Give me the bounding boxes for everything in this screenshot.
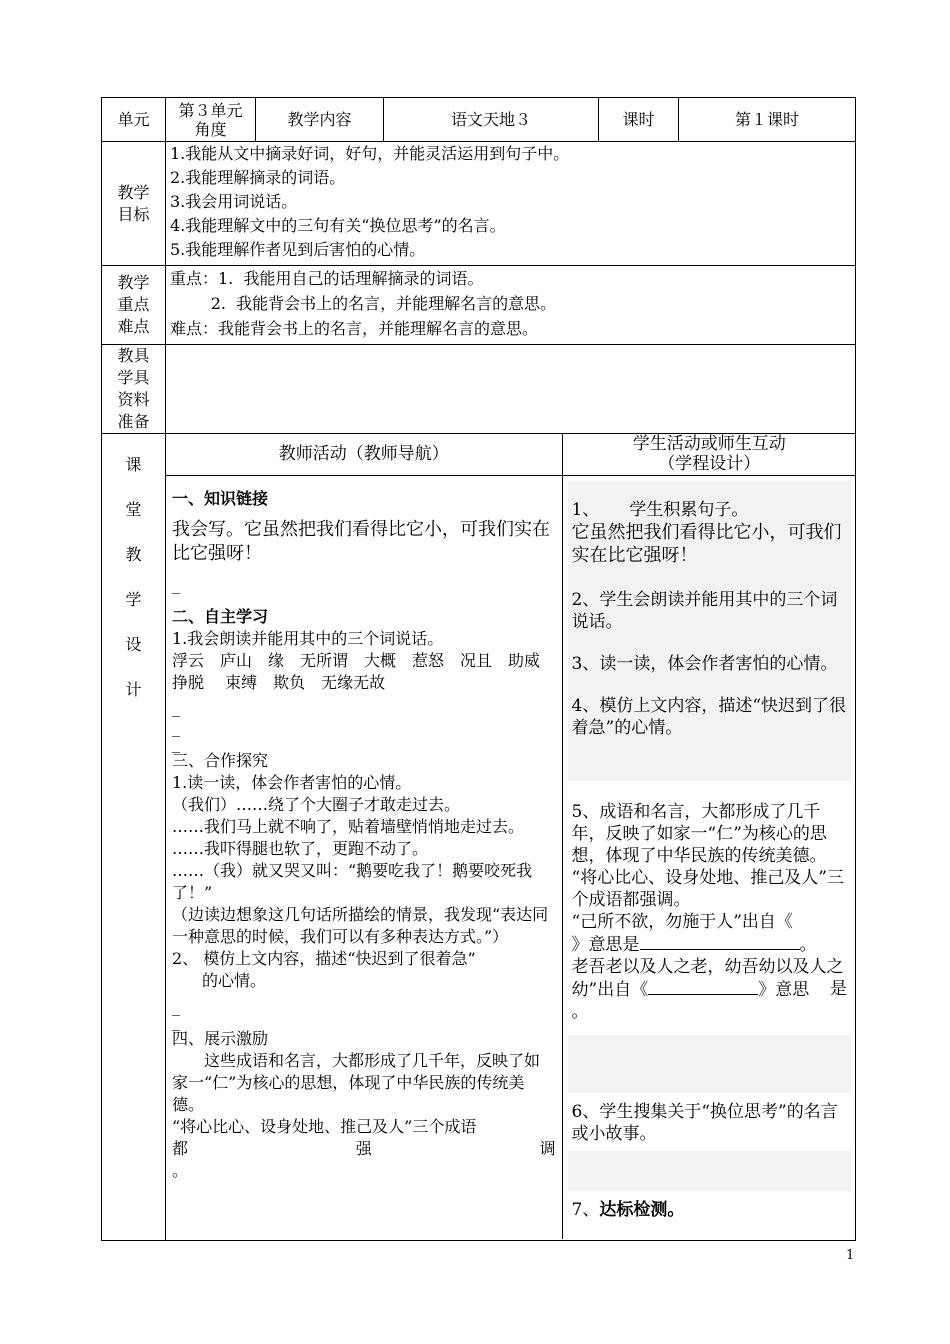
s3-item2: 2、 模仿上文内容，描述“快迟到了很着急”: [172, 948, 476, 968]
student-header-line: （学程设计）: [658, 454, 761, 475]
goal-item: 1.我能从文中摘录好词，好句，并能灵活运用到句子中。: [170, 144, 570, 163]
s4-text2-spread: [172, 1138, 556, 1160]
goals-list: [166, 142, 856, 266]
s3-note: （边读边想象这几句话所描绘的情景，我发现“表达同一种意思的时候，我们可以有多种表达方式。”）: [172, 904, 549, 946]
student-item-5d: [572, 956, 848, 1001]
student-block-1: [568, 481, 852, 781]
spread-char: 都: [172, 1138, 189, 1158]
s3-quote: ……我们马上就不响了，贴着墙壁悄悄地走过去。: [172, 816, 525, 836]
item-title: 达标检测。: [599, 1199, 685, 1220]
s2-item: 1.我会朗读并能用其中的三个词说话。: [172, 628, 444, 648]
student-block-2: [568, 801, 852, 1023]
blank-line: _: [172, 996, 180, 1016]
side-label-char: 学: [125, 590, 142, 609]
item-title: 学生积累句子。: [629, 499, 749, 520]
unit-value: [166, 98, 256, 142]
student-item-4: 4、模仿上文内容，描述“快迟到了很着急”的心情。: [571, 695, 847, 738]
student-item-2: 2、学生会朗读并能用其中的三个词说话。: [571, 589, 838, 632]
fill-blank[interactable]: [648, 978, 758, 995]
design-inner-table: [166, 434, 856, 1239]
s4-text: 这些成语和名言，大都形成了几千年，反映了如家一“仁”为核心的思想，体现了中华民族的传统美德。: [172, 1050, 541, 1114]
student-item-5c: [572, 911, 848, 956]
text-part: 》意思: [758, 979, 810, 1000]
s3-item: 1.读一读，体会作者害怕的心情。: [172, 772, 412, 792]
student-item-5b: “将心比心、设身处地、推己及人”三个成语都强调。: [571, 867, 844, 910]
teacher-activity: [166, 475, 562, 1239]
content-value: 语文天地３: [384, 98, 599, 142]
text-part: 老吾老以及人之老，幼吾幼以及人之幼”出自《: [571, 956, 844, 1000]
s3-quote: ……我吓得腿也软了，更跑不动了。: [172, 838, 429, 858]
s2-title: 二、自主学习: [172, 606, 269, 626]
materials-value: [166, 345, 856, 434]
fill-blank[interactable]: [640, 933, 800, 950]
side-label-char: 教: [125, 545, 142, 564]
key-point-line: 2. 我能背会书上的名言，并能理解名言的意思。: [170, 294, 557, 313]
key-points-row: [102, 266, 856, 345]
page-number: 1: [846, 1248, 855, 1263]
text-part: 。: [799, 934, 817, 955]
text-part: “己所不欲，勿施于人”出自《: [571, 911, 793, 932]
unit-value-line: 角度: [194, 119, 227, 139]
side-label-char: 计: [125, 680, 142, 699]
unit-label: 单元: [102, 98, 166, 142]
student-activity: [562, 475, 856, 1239]
goals-label: 教学 目标: [102, 142, 166, 266]
design-row: [102, 434, 856, 1241]
content-label: 教学内容: [256, 98, 384, 142]
goal-item: 5.我能理解作者见到后害怕的心情。: [170, 240, 426, 259]
design-content: [166, 434, 856, 1241]
student-item-5d-end: 。: [571, 1001, 589, 1022]
blank-line: _: [172, 1011, 180, 1031]
text-part: 》意思是: [571, 934, 640, 955]
header-row: [102, 98, 856, 142]
side-label-char: 设: [125, 635, 142, 654]
spread-char: 强: [355, 1138, 372, 1158]
s3-title: 三、合作探究: [172, 750, 269, 770]
side-label-char: 课: [125, 455, 142, 474]
goal-item: 2.我能理解摘录的词语。: [170, 168, 346, 187]
goal-item: 3.我会用词说话。: [170, 192, 298, 211]
lesson-plan-table: [101, 97, 856, 1241]
design-side-label: [102, 434, 166, 1241]
key-point-line: 重点：1. 我能用自己的话理解摘录的词语。: [170, 269, 484, 288]
student-item-5: 5、成语和名言，大都形成了几千年，反映了如家一“仁”为核心的思想，体现了中华民族的传统美德。: [571, 801, 827, 866]
s2-words: 浮云 庐山 缘 无所谓 大概 惹怒 况且 助威 挣脱 束缚 欺负 无缘无故: [172, 650, 557, 692]
text-part: 是: [830, 978, 847, 999]
side-label-char: 堂: [125, 500, 142, 519]
student-item-1: [572, 481, 848, 521]
s1-title: 一、知识链接: [172, 488, 269, 508]
s1-text: 我会写。它虽然把我们看得比它小，可我们实在比它强呀！: [172, 518, 550, 564]
blank-line: _: [172, 717, 180, 737]
s3-quote: （我们）……绕了个大圈子才敢走过去。: [172, 794, 461, 814]
spread-char: 调: [539, 1138, 556, 1158]
hours-label: 课时: [599, 98, 679, 142]
unit-value-line: 第３单元: [178, 100, 243, 120]
student-shaded-area: [568, 1151, 852, 1191]
materials-label: 教具 学具 资料 准备: [102, 345, 166, 434]
student-header: [562, 434, 856, 475]
student-item-6: 6、学生搜集关于“换位思考”的名言或小故事。: [571, 1101, 838, 1144]
blank-line: _: [172, 733, 180, 753]
student-header-line: 学生活动或师生互动: [632, 434, 786, 455]
student-item-3: 3、读一读，体会作者害怕的心情。: [571, 653, 838, 674]
student-shaded-area: [568, 1035, 852, 1093]
materials-row: [102, 345, 856, 434]
student-item-7: [568, 1199, 852, 1221]
blank-line: _: [172, 574, 180, 594]
item-number: 7、: [571, 1199, 600, 1220]
goals-row: [102, 142, 856, 266]
blank-line: _: [172, 697, 180, 717]
teacher-header: 教师活动（教师导航）: [166, 434, 562, 475]
item-number: 1、: [571, 499, 600, 520]
s4-title: 四、展示激励: [172, 1028, 269, 1048]
key-point-line: 难点：我能背会书上的名言，并能理解名言的意思。: [170, 319, 539, 338]
hours-value: 第１课时: [679, 98, 856, 142]
student-item-1-text: 它虽然把我们看得比它小，可我们实在比它强呀！: [571, 521, 842, 566]
s4-text2: “将心比心、设身处地、推己及人”三个成语: [172, 1116, 477, 1136]
goal-item: 4.我能理解文中的三句有关“换位思考”的名言。: [170, 216, 506, 235]
key-points-list: [166, 266, 856, 345]
s3-quote: ……（我）就又哭又叫：“鹅要吃我了！鹅要咬死我了！”: [172, 860, 533, 902]
s3-item2-cont: 的心情。: [202, 970, 267, 990]
key-points-label: 教学 重点 难点: [102, 266, 166, 345]
s4-text2-end: 。: [172, 1160, 189, 1180]
